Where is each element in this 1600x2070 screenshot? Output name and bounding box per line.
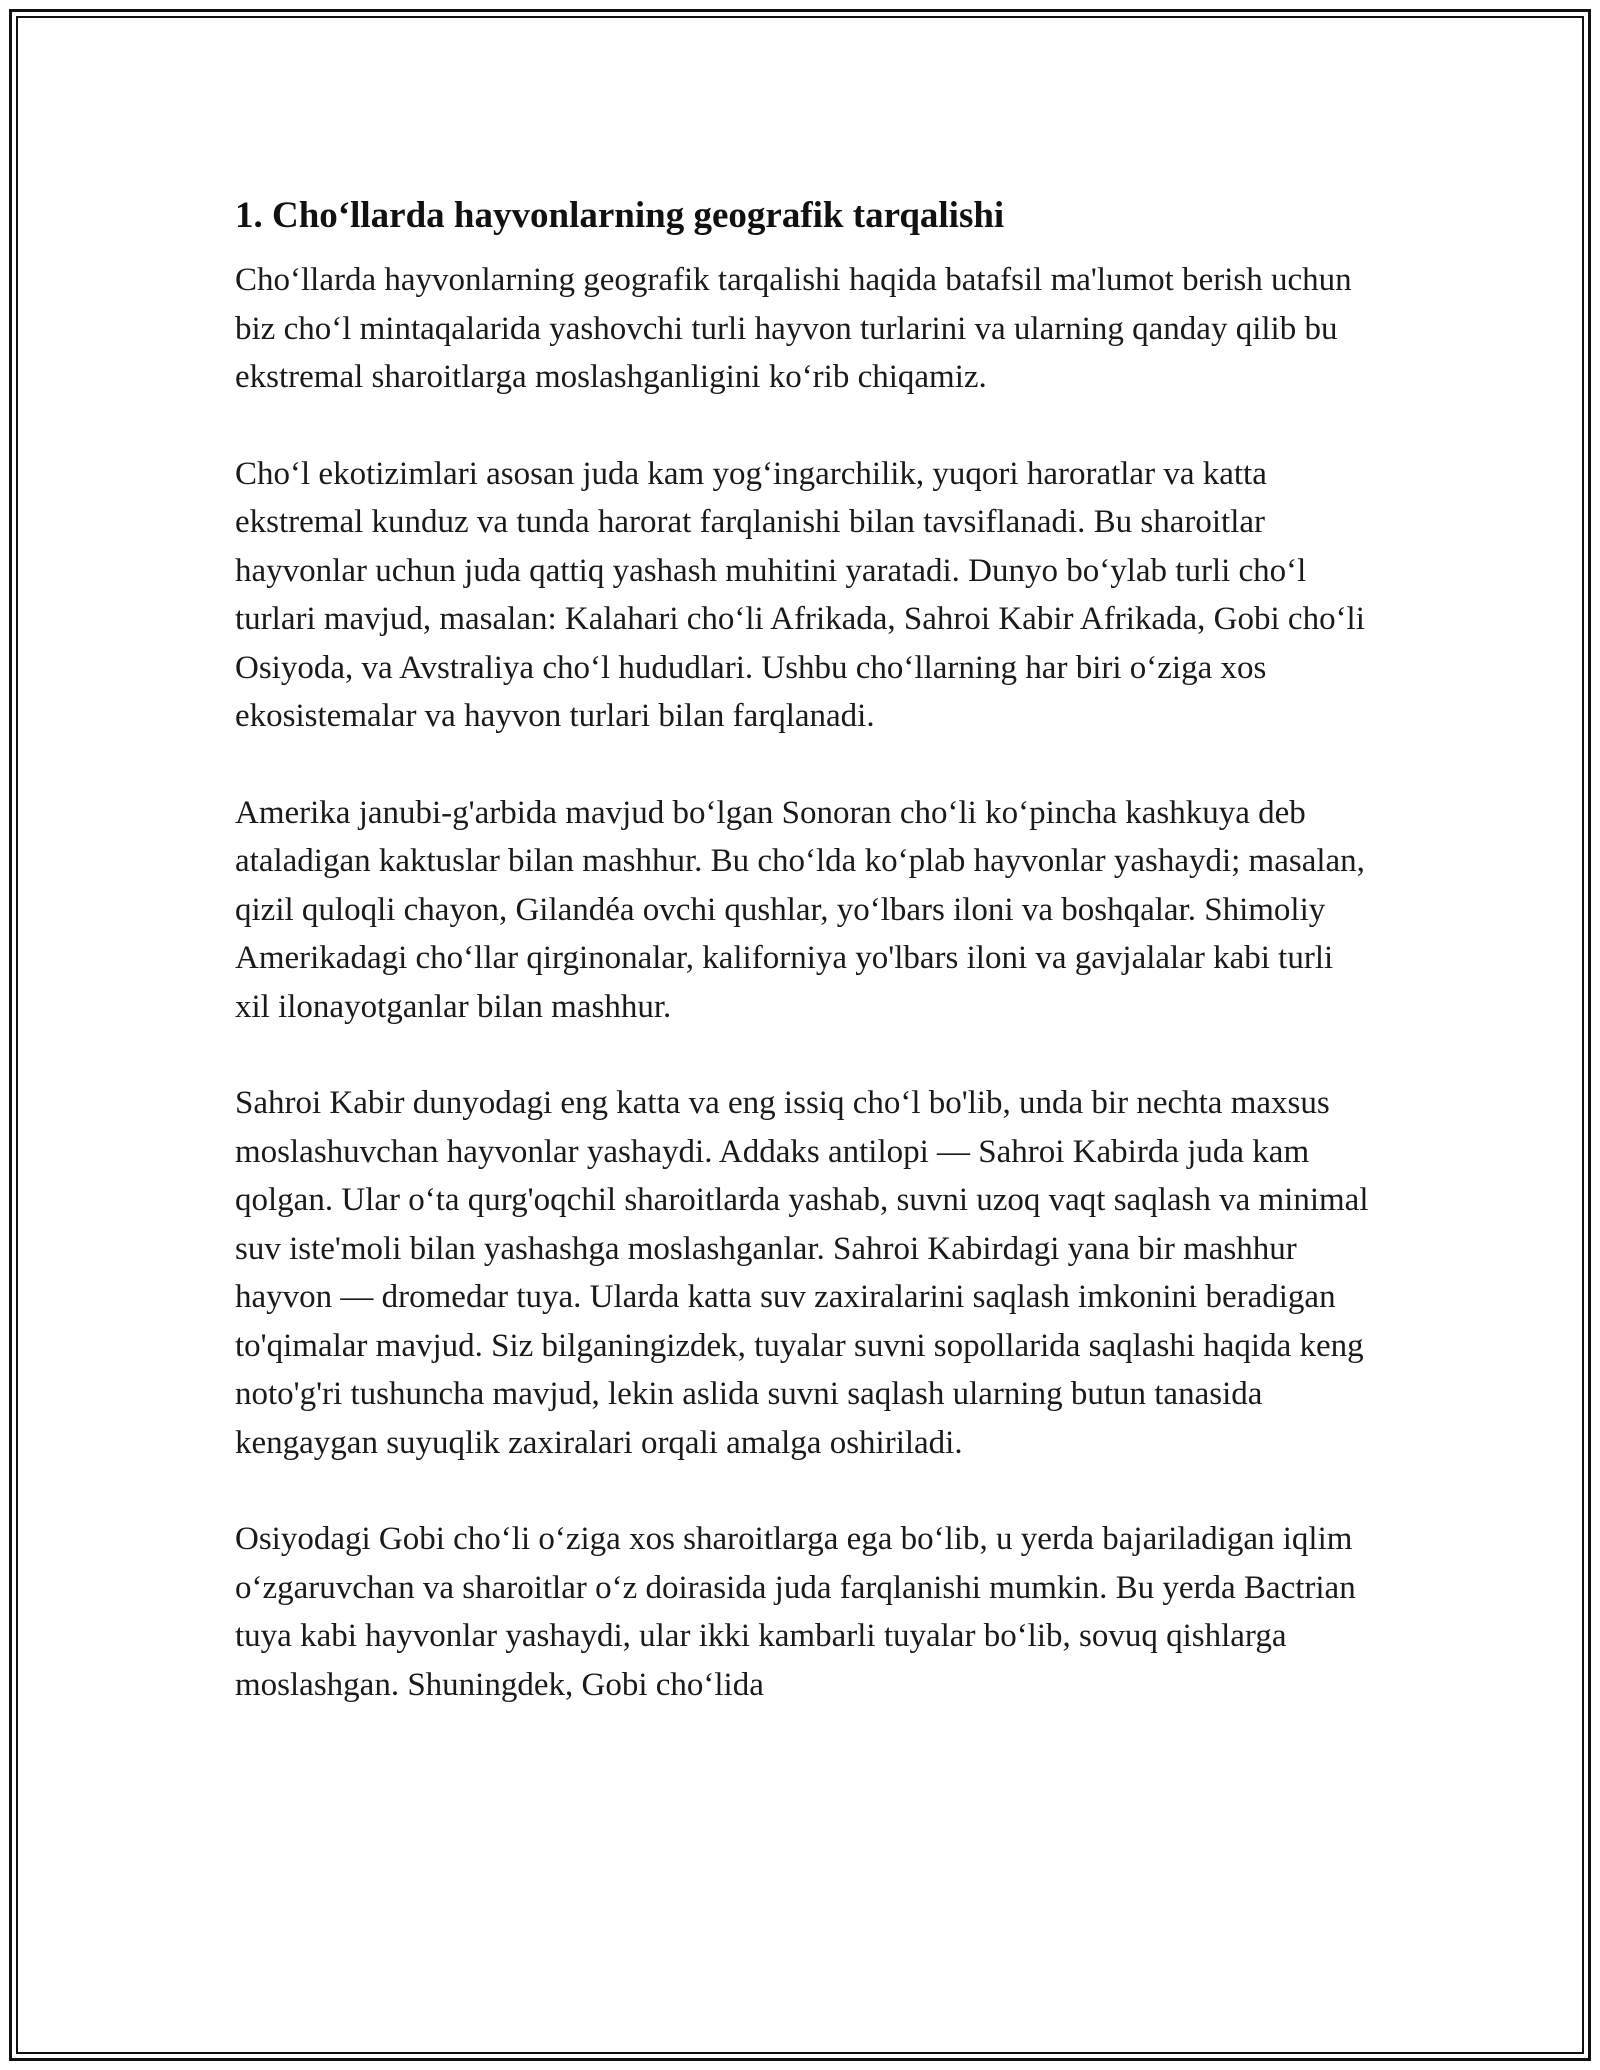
section-heading: 1. Cho‘llarda hayvonlarning geografik tarqalishi (235, 195, 1005, 236)
paragraph-sahara: Sahroi Kabir dunyodagi eng katta va eng issiq cho‘l bo'lib, unda bir nechta maxsus moslashuvchan hayvonlar yashaydi. Addaks antilopi — Sahroi Kabirda juda kam qolgan. Ular o‘ta qurg'oqchil sharoitlarda yashab, suvni uzoq vaqt saqlash va minimal suv iste'moli bilan yashashga moslashganlar. Sahroi Kabirdagi yana bir mashhur hayvon — dromedar tuya. Ularda katta suv zaxiralarini saqlash imkonini beradigan to'qimalar mavjud. Siz bilganingizdek, tuyalar suvni sopollarida saqlashi haqida keng noto'g'ri tushuncha mavjud, lekin aslida suvni saqlash ularning butun tanasida kengaygan suyuqlik zaxiralari orqali amalga oshiriladi. (235, 1085, 1369, 1461)
paragraph-desert-ecosystems: Cho‘l ekotizimlari asosan juda kam yog‘ingarchilik, yuqori haroratlar va katta ekstremal kunduz va tunda harorat farqlanishi bilan tavsiflanadi. Bu sharoitlar hayvonlar uchun juda qattiq yashash muhitini yaratadi. Dunyo bo‘ylab turli cho‘l turlari mavjud, masalan: Kalahari cho‘li Afrikada, Sahroi Kabir Afrikada, Gobi cho‘li Osiyoda, va Avstraliya cho‘l hududlari. Ushbu cho‘llarning har biri o‘ziga xos ekosistemalar va hayvon turlari bilan farqlanadi. (235, 455, 1365, 734)
paragraph-sonoran: Amerika janubi-g'arbida mavjud bo‘lgan Sonoran cho‘li ko‘pincha kashkuya deb ataladigan kaktuslar bilan mashhur. Bu cho‘lda ko‘plab hayvonlar yashaydi; masalan, qizil quloqli chayon, Gilandéa ovchi qushlar, yo‘lbars iloni va boshqalar. Shimoliy Amerikadagi cho‘llar qirginonalar, kaliforniya yo'lbars iloni va gavjalalar kabi turli xil ilonayotganlar bilan mashhur. (235, 794, 1365, 1025)
paragraph-gobi: Osiyodagi Gobi cho‘li o‘ziga xos sharoitlarga ega bo‘lib, u yerda bajariladigan iqlim o‘zgaruvchan va sharoitlar o‘z doirasida juda farqlanishi mumkin. Bu yerda Bactrian tuya kabi hayvonlar yashaydi, ular ikki kambarli tuyalar bo‘lib, sovuq qishlarga moslashgan. Shuningdek, Gobi cho‘lida (235, 1521, 1356, 1703)
document-body (235, 180, 1375, 1757)
paragraph-intro: Cho‘llarda hayvonlarning geografik tarqalishi haqida batafsil ma'lumot berish uchun biz cho‘l mintaqalarida yashovchi turli hayvon turlarini va ularning qanday qilib bu ekstremal sharoitlarga moslashganligini ko‘rib chiqamiz. (235, 262, 1352, 395)
